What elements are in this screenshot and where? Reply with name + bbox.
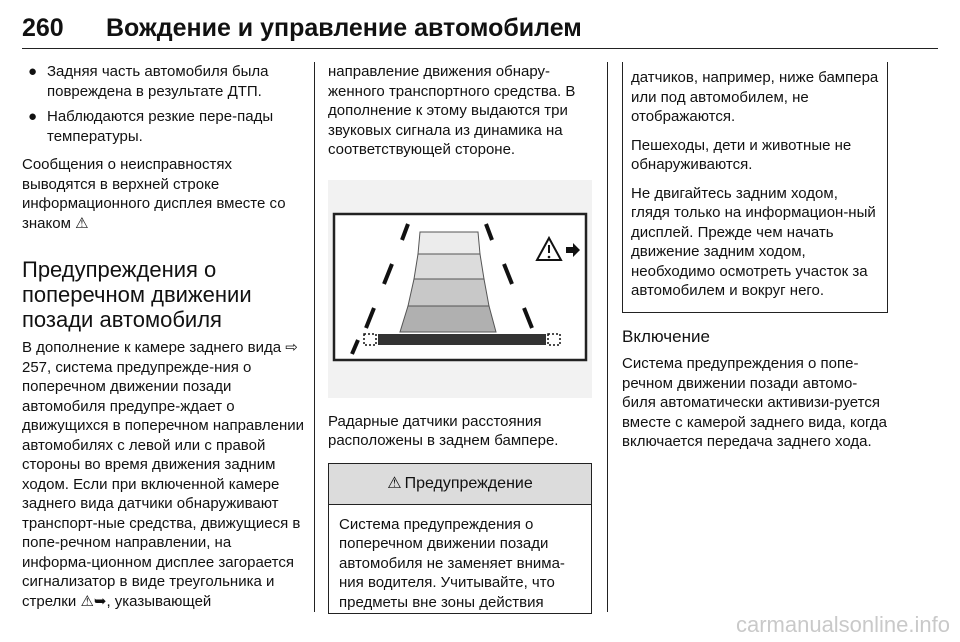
list-item: ● Наблюдаются резкие пере-пады температуры.: [28, 108, 274, 145]
bullet-icon: ●: [28, 108, 38, 125]
warning-box-title: Предупреждение: [404, 474, 533, 492]
bullet-list: [22, 62, 304, 146]
warning-triangle-icon: ⚠: [75, 214, 89, 232]
column-2: [328, 62, 592, 614]
section-heading: Включение: [622, 326, 710, 346]
warning-triangle-icon: ⚠: [387, 474, 402, 492]
paragraph: Система предупреждения о поперечном движении позади автомобиля не заменяет внима-ния водителя. Учитывайте, что предметы вне зоны действия: [339, 515, 565, 611]
paragraph: Не двигайтесь задним ходом, глядя только на информацион-ный дисплей. Прежде чем начать движение задним ходом, необходимо осмотреть участок за автомобилем и вокруг него.: [631, 184, 876, 299]
page-header: [22, 10, 938, 49]
bumper-bar: [378, 334, 546, 345]
zone-band-3: [408, 279, 489, 306]
parking-display-svg: [328, 180, 592, 398]
column-divider: [607, 62, 608, 612]
zone-band-4: [400, 306, 496, 332]
warning-box: [328, 463, 592, 614]
paragraph: Система предупреждения о попе-речном движении позади автомо-биля автоматически активизи-руется вместе с камерой заднего вида, когда включается передача заднего хода.: [622, 355, 887, 450]
paragraph: датчиков, например, ниже бампера или под автомобилем, не отображаются.: [631, 69, 879, 125]
column-3: [622, 62, 888, 461]
rear-camera-display-illustration: [328, 180, 592, 398]
bullet-icon: ●: [28, 63, 38, 80]
figure-caption: Радарные датчики расстояния расположены в заднем бампере.: [328, 412, 559, 449]
warning-box-body: [329, 505, 591, 613]
paragraph: Сообщения о неисправностях выводятся в верхней строке информационного дисплея вместе со знаком ⚠: [22, 156, 286, 232]
zone-band-2: [414, 254, 484, 279]
page-number: 260: [22, 14, 64, 42]
column-1: [22, 62, 304, 620]
page-reference[interactable]: 257: [22, 358, 48, 376]
paragraph: В дополнение к камере заднего вида ⇨ 257, система предупрежде-ния о поперечном движении позади автомобиля предупре-ждает о движущихся в поперечном направлении автомобилях с левой или с правой стороны во время движения задним ходом. Если при включенной камере заднего вида датчики обнаруживают транспорт-ные средства, движущиеся в попе-речном направлении, на информа-ционном дисплее загорается сигнализатор в виде треугольника и стрелки ⚠➥, указывающей: [22, 339, 305, 610]
section-heading: Предупреждения о поперечном движении позади автомобиля: [22, 257, 252, 332]
watermark: carmanualsonline.info: [735, 612, 950, 637]
warning-box-header: [329, 463, 591, 505]
paragraph: Пешеходы, дети и животные не обнаруживаются.: [631, 136, 852, 173]
chapter-title: Вождение и управление автомобилем: [106, 14, 582, 42]
paragraph: направление движения обнару-женного транспортного средства. В дополнение к этому выдаются три звуковых сигнала из динамика на соответствующей стороне.: [328, 63, 576, 158]
warning-arrow-icon: ⚠➥: [80, 592, 107, 610]
zone-band-1: [418, 232, 480, 254]
warning-box-continued: [622, 62, 888, 313]
list-item: ● Задняя часть автомобиля была повреждена в результате ДТП.: [28, 63, 269, 100]
column-divider: [314, 62, 315, 612]
page-reference-arrow-icon: ⇨: [285, 339, 298, 356]
